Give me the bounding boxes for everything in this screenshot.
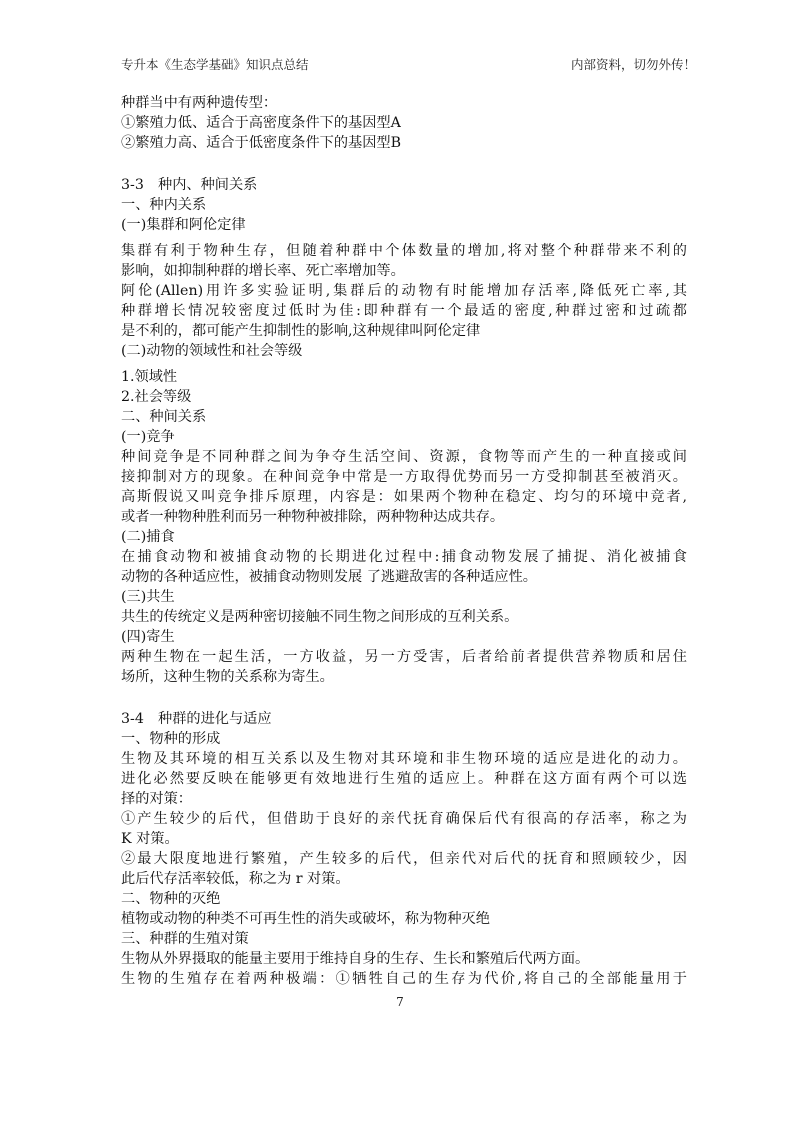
text-line: 是不利的，都可能产生抑制性的影响,这种规律叫阿伦定律 (121, 323, 481, 339)
text-line: 一、种内关系 (121, 197, 207, 213)
text-line: 场所，这种生物的关系称为寄生。 (121, 669, 334, 685)
text-line: ②繁殖力高、适合于低密度条件下的基因型B (121, 135, 401, 151)
text-line: 生物的生殖存在着两种极端：①牺牲自己的生存为代价,将自己的全部能量用于 (121, 971, 687, 987)
text-line: 种间竞争是不同种群之间为争夺生活空间、资源，食物等而产生的一种直接或间 (121, 449, 687, 465)
spacer (121, 687, 687, 709)
text-line: ②最大限度地进行繁殖，产生较多的后代，但亲代对后代的抚育和照顾较少，因 (121, 851, 687, 867)
text-line: 阿伦(Allen)用许多实验证明,集群后的动物有时能增加存活率,降低死亡率,其 (121, 283, 687, 299)
text-line: (一)集群和阿伦定律 (121, 217, 246, 233)
text-line: 择的对策： (121, 791, 192, 807)
text-line: (一)竞争 (121, 429, 175, 445)
page-number: 7 (396, 995, 404, 1009)
text-line: 集群有利于物种生存，但随着种群中个体数量的增加,将对整个种群带来不利的 (121, 243, 687, 259)
header-notice: 内部资料，切勿外传！ (570, 57, 696, 72)
text-line: 动物的各种适应性，被捕食动物则发展 了逃避敌害的各种适应性。 (121, 569, 537, 585)
text-line: 植物或动物的种类不可再生性的消失或破坏，称为物种灭绝 (121, 911, 490, 927)
text-line: 接抑制对方的现象。在种间竞争中常是一方取得优势而另一方受抑制甚至被消灭。 (121, 469, 687, 485)
text-line: 3-3 种内、种间关系 (121, 177, 258, 193)
text-line: 一、物种的形成 (121, 731, 221, 747)
text-line: (二)动物的领域性和社会等级 (121, 343, 303, 359)
text-line: (三)共生 (121, 589, 175, 605)
text-line: 影响，如抑制种群的增长率、死亡率增加等。 (121, 263, 405, 279)
text-line: (二)捕食 (121, 529, 175, 545)
text-line: 生物从外界摄取的能量主要用于维持自身的生存、生长和繁殖后代两方面。 (121, 951, 590, 967)
text-line: 高斯假说又叫竞争排斥原理，内容是：如果两个物种在稳定、均匀的环境中竞者, (121, 489, 687, 505)
text-line: 两种生物在一起生活，一方收益，另一方受害，后者给前者提供营养物质和居住 (121, 649, 687, 665)
text-line: 种群当中有两种遗传型： (121, 95, 278, 111)
text-line: 种群增长情况较密度过低时为佳:即种群有一个最适的密度,种群过密和过疏都 (121, 303, 687, 319)
text-line: ①繁殖力低、适合于高密度条件下的基因型A (121, 115, 401, 131)
spacer (121, 153, 687, 175)
text-line: K 对策。 (121, 831, 179, 847)
text-line: 二、物种的灭绝 (121, 891, 221, 907)
header-title: 专升本《生态学基础》知识点总结 (121, 57, 309, 72)
text-line: 共生的传统定义是两种密切接触不同生物之间形成的互利关系。 (121, 609, 519, 625)
text-line: 此后代存活率较低，称之为 r 对策。 (121, 871, 350, 887)
text-line: 在捕食动物和被捕食动物的长期进化过程中:捕食动物发展了捕捉、消化被捕食 (121, 549, 687, 565)
text-line: 2.社会等级 (121, 389, 192, 405)
text-line: 二、种间关系 (121, 409, 207, 425)
text-line: ①产生较少的后代，但借助于良好的亲代抚育确保后代有很高的存活率，称之为 (121, 811, 687, 827)
text-line: 3-4 种群的进化与适应 (121, 711, 272, 727)
text-line: (四)寄生 (121, 629, 175, 645)
text-line: 生物及其环境的相互关系以及生物对其环境和非生物环境的适应是进化的动力。 (121, 751, 687, 767)
text-line: 或者一种物种胜利而另一种物种被排除，两种物种达成共存。 (121, 509, 505, 525)
document-body (121, 93, 687, 989)
text-line: 进化必然要反映在能够更有效地进行生殖的适应上。种群在这方面有两个可以选 (121, 771, 687, 787)
text-line: 三、种群的生殖对策 (121, 931, 249, 947)
text-line: 1.领域性 (121, 369, 178, 385)
